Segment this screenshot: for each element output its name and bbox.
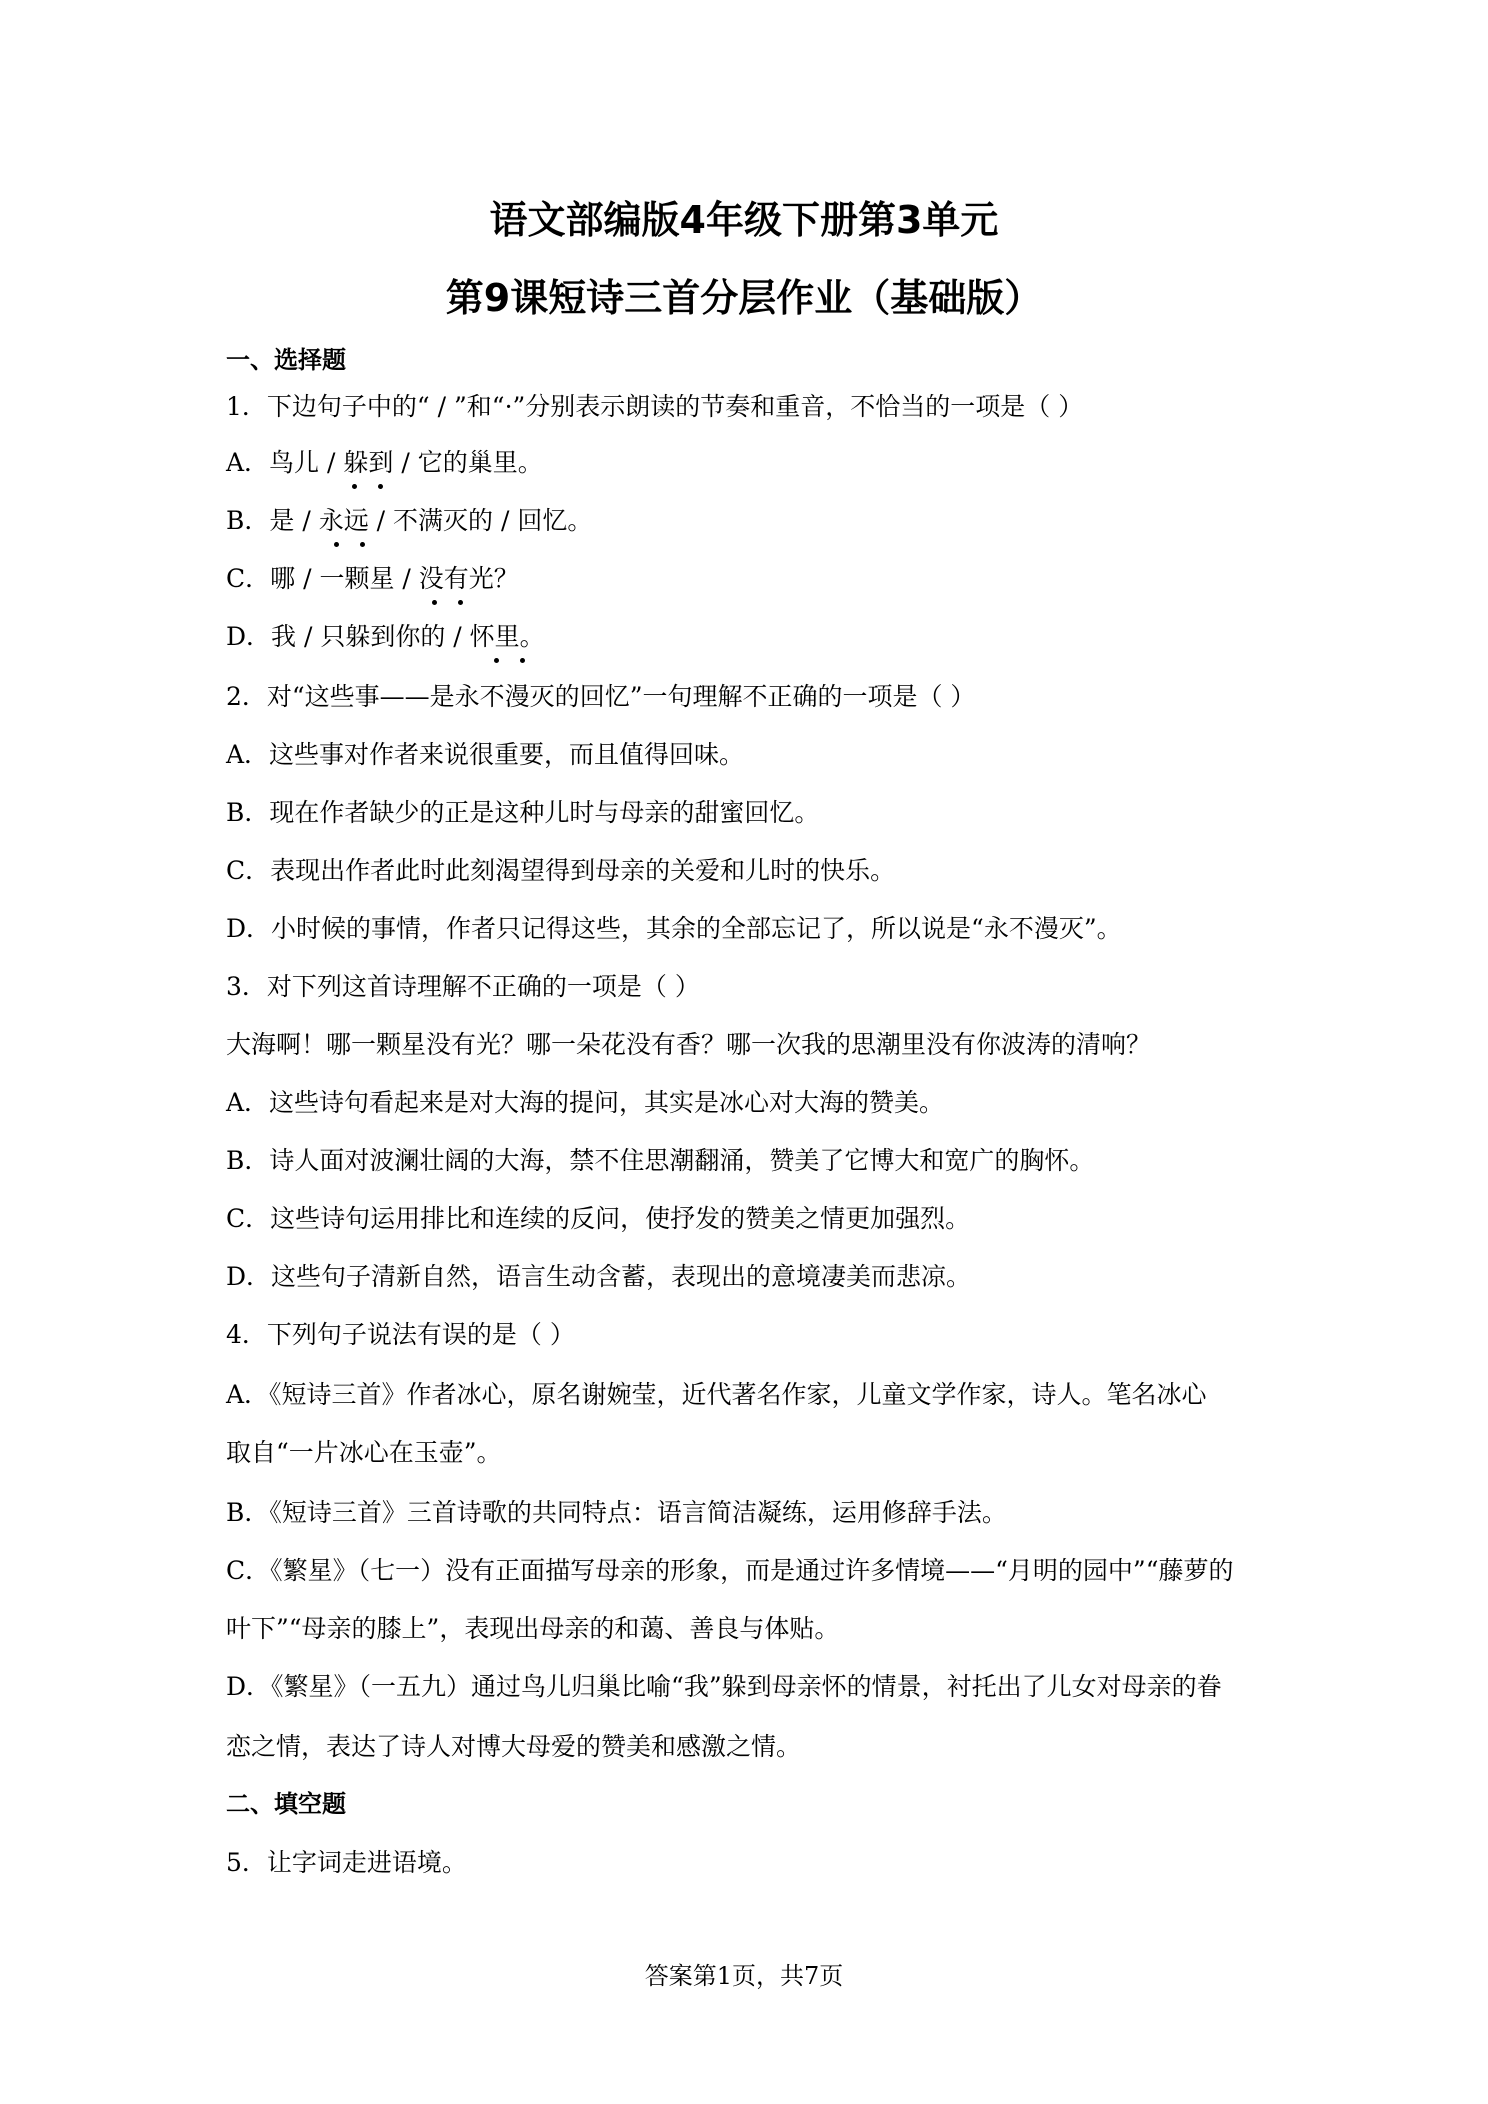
question-4-option-d-line1: D．《繁星》（一五九）通过鸟儿归巢比喻“我”躲到母亲怀的情景，衬托出了儿女对母亲的眷 (226, 1672, 1222, 1701)
question-4-option-b: B．《短诗三首》三首诗歌的共同特点：语言简洁凝练，运用修辞手法。 (226, 1498, 1007, 1527)
question-2-option-c: C．表现出作者此时此刻渴望得到母亲的关爱和儿时的快乐。 (226, 856, 896, 885)
question-4-stem: 4．下列句子说法有误的是（ ） (226, 1320, 575, 1349)
question-1-option-a: A．鸟儿 / 躲到 / 它的巢里。 (226, 448, 543, 477)
document-title-line1: 语文部编版4年级下册第3单元 (489, 198, 999, 242)
question-1-option-d: D．我 / 只躲到你的 / 怀里。 (226, 622, 545, 651)
question-1-option-c: C．哪 / 一颗星 / 没有光？ (226, 564, 519, 593)
question-4-option-a-line2: 取自“一片冰心在玉壶”。 (226, 1438, 502, 1467)
question-3-option-b: B．诗人面对波澜壮阔的大海，禁不住思潮翻涌，赞美了它博大和宽广的胸怀。 (226, 1146, 1095, 1175)
question-3-option-a: A．这些诗句看起来是对大海的提问，其实是冰心对大海的赞美。 (226, 1088, 945, 1117)
question-4-option-a-line1: A．《短诗三首》作者冰心，原名谢婉莹，近代著名作家，儿童文学作家，诗人。笔名冰心 (226, 1380, 1207, 1409)
question-3-poem: 大海啊！哪一颗星没有光？哪一朵花没有香？哪一次我的思潮里没有你波涛的清响？ (226, 1030, 1152, 1059)
question-2-option-d: D．小时候的事情，作者只记得这些，其余的全部忘记了，所以说是“永不漫灭”。 (226, 914, 1122, 943)
question-3-stem: 3．对下列这首诗理解不正确的一项是（ ） (226, 972, 700, 1001)
question-3-option-d: D．这些句子清新自然，语言生动含蓄，表现出的意境凄美而悲凉。 (226, 1262, 972, 1291)
question-4-option-c-line2: 叶下”“母亲的膝上”，表现出母亲的和蔼、善良与体贴。 (226, 1614, 840, 1643)
question-1-option-b: B．是 / 永远 / 不满灭的 / 回忆。 (226, 506, 593, 535)
question-2-option-a: A．这些事对作者来说很重要，而且值得回味。 (226, 740, 745, 769)
question-5-stem: 5．让字词走进语境。 (226, 1848, 467, 1877)
question-4-option-d-line2: 恋之情，表达了诗人对博大母爱的赞美和感激之情。 (226, 1732, 802, 1761)
page-footer: 答案第1页，共7页 (644, 1962, 844, 1990)
section-heading-choice: 一、选择题 (226, 346, 346, 374)
section-heading-fill: 二、填空题 (226, 1790, 346, 1818)
question-2-option-b: B．现在作者缺少的正是这种儿时与母亲的甜蜜回忆。 (226, 798, 820, 827)
question-3-option-c: C．这些诗句运用排比和连续的反问，使抒发的赞美之情更加强烈。 (226, 1204, 971, 1233)
question-2-stem: 2．对“这些事——是永不漫灭的回忆”一句理解不正确的一项是（ ） (226, 682, 976, 711)
question-4-option-c-line1: C．《繁星》（七一）没有正面描写母亲的形象，而是通过许多情境——“月明的园中”“藤萝的 (226, 1556, 1234, 1585)
document-title-line2: 第9课短诗三首分层作业（基础版） (445, 276, 1043, 320)
question-1-stem: 1．下边句子中的“ / ”和“·”分别表示朗读的节奏和重音，不恰当的一项是（ ） (226, 392, 1084, 421)
